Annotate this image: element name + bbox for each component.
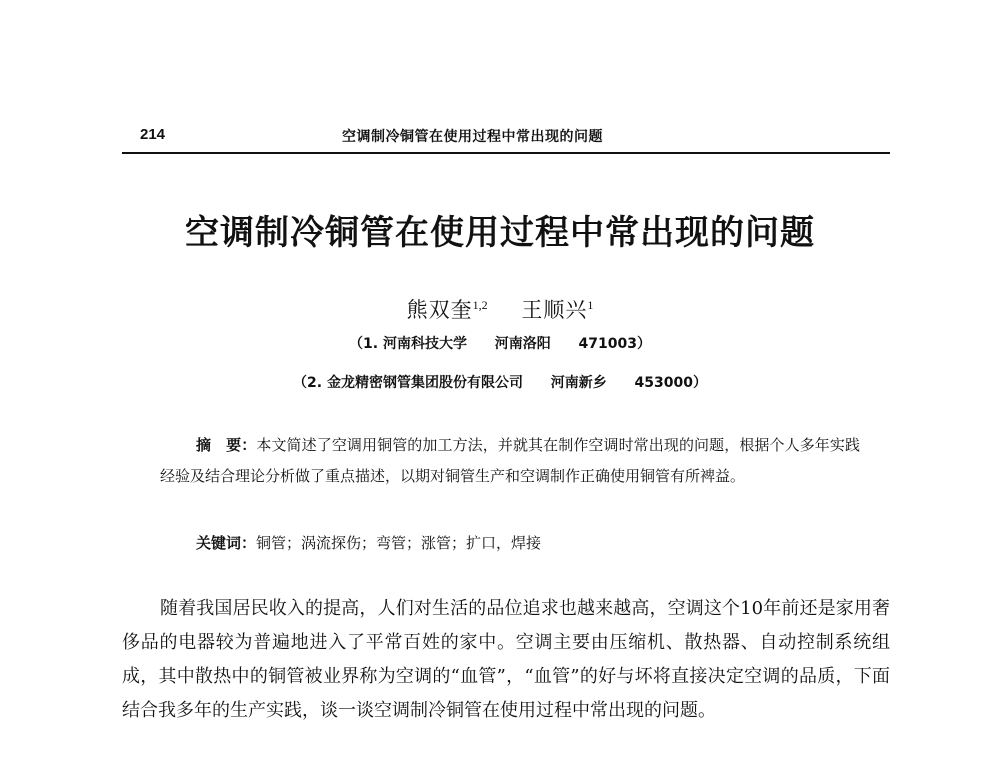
affiliation-1 [0,333,1000,353]
affiliation-2-open: （2. [293,375,323,391]
abstract-text: 本文简述了空调用铜管的加工方法，并就其在制作空调时常出现的问题，根据个人多年实践经验及结合理论分析做了重点描述，以期对铜管生产和空调制作正确使用铜管有所裨益。 [160,436,860,485]
body-paragraph: 随着我国居民收入的提高，人们对生活的品位追求也越来越高，空调这个10年前还是家用奢侈品的电器较为普遍地进入了平常百姓的家中。空调主要由压缩机、散热器、自动控制系统组成，其中散热中的铜管被业界称为空调的“血管”，“血管”的好与坏将直接决定空调的品质，下面结合我多年的生产实践，谈一谈空调制冷铜管在使用过程中常出现的问题。 [122,598,890,721]
author-1 [407,298,488,322]
article-title: 空调制冷铜管在使用过程中常出现的问题 [185,213,815,253]
affiliation-1-institution: 河南科技大学 [382,336,467,352]
affiliation-2-location: 河南新乡 [550,375,607,391]
keywords-label: 关键词： [196,534,257,552]
affiliation-2 [0,372,1000,392]
author-2 [521,298,593,322]
author-1-name: 熊双奎 [406,298,473,322]
author-list [0,294,1000,324]
affiliation-2-postcode: 453000 [634,375,693,391]
affiliation-1-open: （1. [349,336,379,352]
running-title: 空调制冷铜管在使用过程中常出现的问题 [342,129,603,145]
author-2-affiliation-mark: 1 [587,298,594,312]
keywords [196,528,876,559]
affiliation-2-institution: 金龙精密钢管集团股份有限公司 [326,375,523,391]
affiliation-2-close: ） [692,375,707,391]
abstract [160,430,860,492]
page-number: 214 [140,126,166,143]
affiliation-1-postcode: 471003 [578,336,637,352]
running-header [122,122,890,154]
author-2-name: 王顺兴 [521,298,588,322]
affiliation-1-location: 河南洛阳 [494,336,551,352]
affiliation-1-close: ） [636,336,651,352]
author-1-affiliation-mark: 1,2 [472,298,488,312]
abstract-label: 摘 要： [196,436,257,454]
keywords-text: 铜管；涡流探伤；弯管；涨管；扩口，焊接 [256,534,542,552]
